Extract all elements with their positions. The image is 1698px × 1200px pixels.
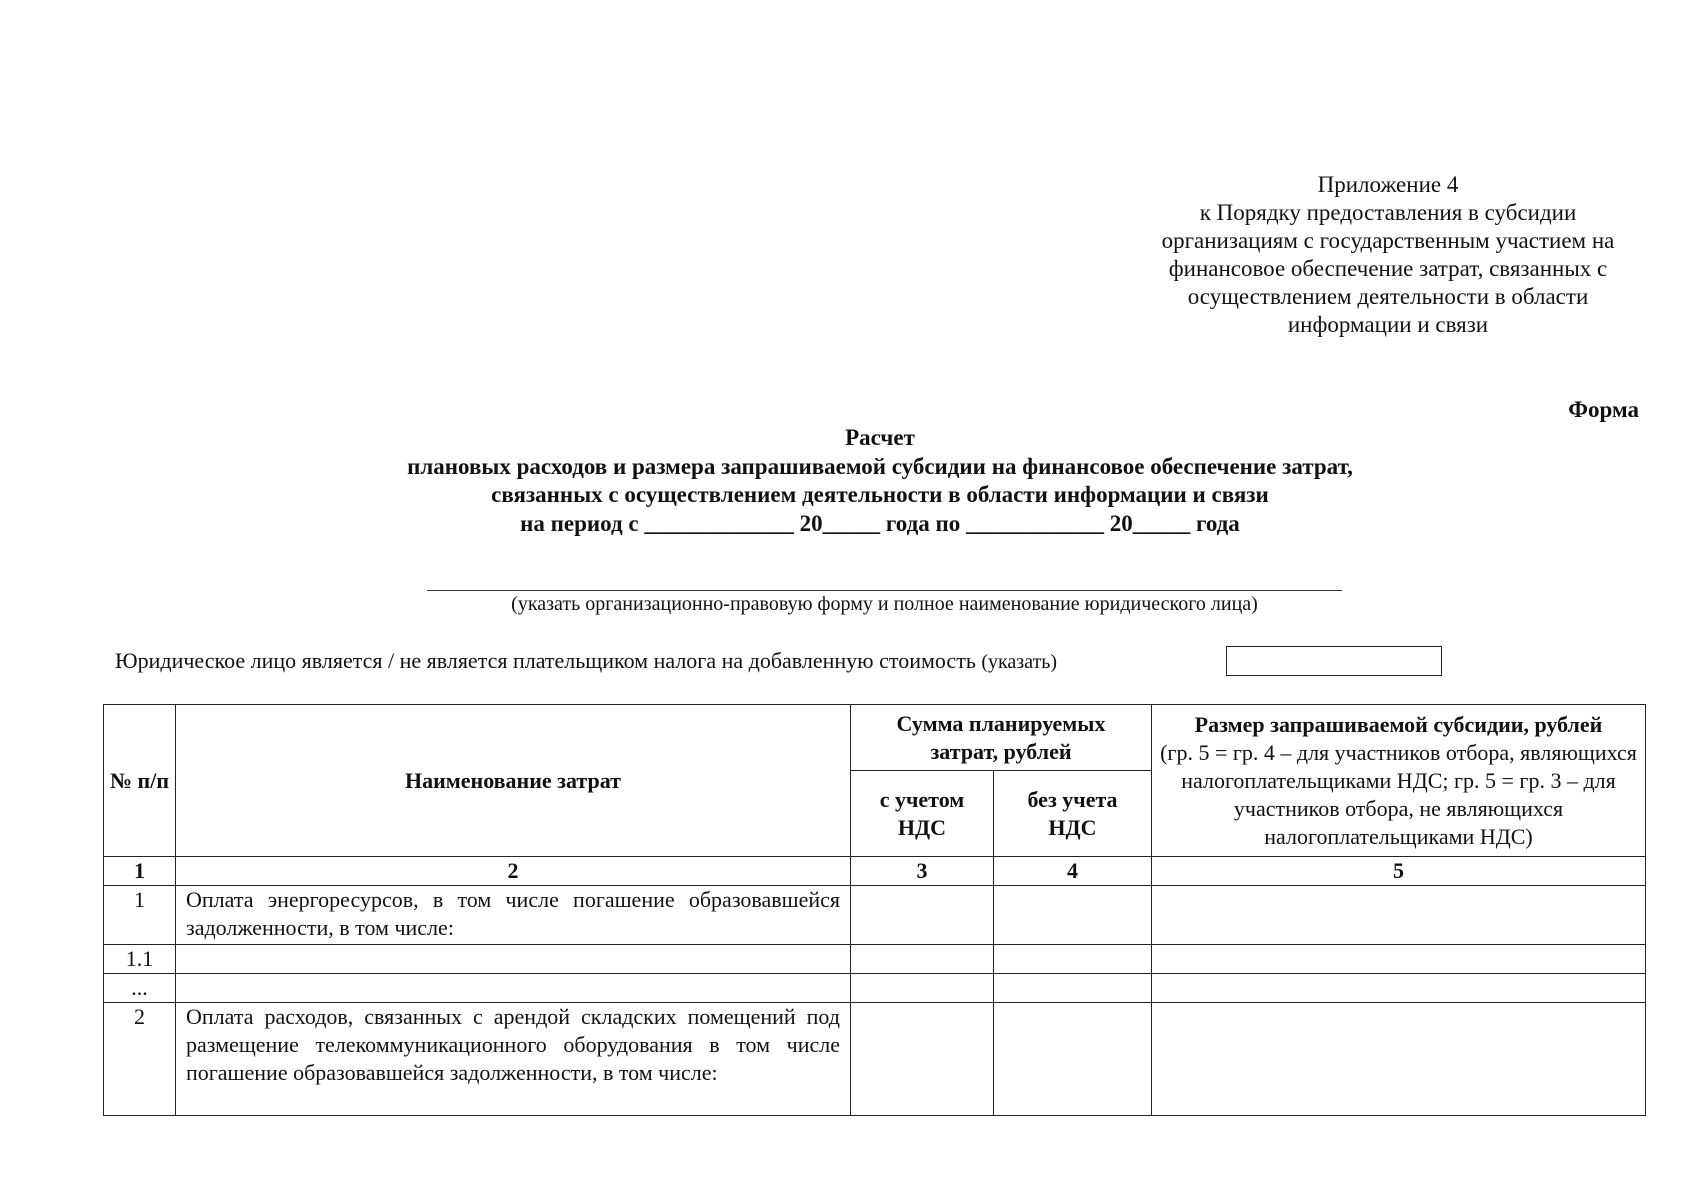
col-number: 4 bbox=[994, 857, 1152, 886]
table-row bbox=[104, 886, 1646, 945]
header-sum: Сумма планируемых затрат, рублей bbox=[851, 705, 1152, 771]
title-period-line[interactable]: на период с _____________ 20_____ года по ____________ 20_____ года bbox=[520, 510, 1240, 536]
title-line: связанных с осуществлением деятельности в области информации и связи bbox=[491, 482, 1269, 507]
document-title bbox=[0, 424, 1698, 538]
col-number: 1 bbox=[104, 857, 176, 886]
header-without-vat: без учета НДС bbox=[994, 771, 1152, 857]
org-name-fill-line[interactable] bbox=[427, 590, 1342, 591]
row-num: ... bbox=[104, 974, 176, 1003]
row-with-vat-cell[interactable] bbox=[851, 945, 994, 974]
header-subsidy bbox=[1152, 705, 1646, 857]
row-name: Оплата расходов, связанных с арендой складских помещений под размещение телекоммуникационного оборудования в том числе погашение образовавшейся задолженности, в том числе: bbox=[176, 1003, 851, 1116]
table-row bbox=[104, 1003, 1646, 1116]
appendix-header bbox=[1128, 171, 1648, 339]
row-num: 2 bbox=[104, 1003, 176, 1116]
row-name: Оплата энергоресурсов, в том числе погашение образовавшейся задолженности, в том числе: bbox=[176, 886, 851, 945]
form-label: Форма bbox=[1568, 397, 1639, 422]
row-without-vat-cell[interactable] bbox=[994, 945, 1152, 974]
vat-status-field[interactable] bbox=[1226, 646, 1442, 676]
header-with-vat: с учетом НДС bbox=[851, 771, 994, 857]
table-row bbox=[104, 974, 1646, 1003]
org-name-caption: (указать организационно-правовую форму и полное наименование юридического лица) bbox=[511, 593, 1258, 615]
row-name-cell[interactable] bbox=[176, 974, 851, 1003]
appendix-line: осуществлением деятельности в области bbox=[1187, 284, 1589, 309]
vat-statement bbox=[115, 648, 1057, 674]
appendix-line: информации и связи bbox=[1287, 312, 1489, 337]
appendix-line: организациям с государственным участием на bbox=[1161, 228, 1615, 253]
header-num: № п/п bbox=[104, 705, 176, 857]
vat-statement-text: Юридическое лицо является / не является плательщиком налога на добавленную стоимость bbox=[115, 648, 976, 673]
row-without-vat-cell[interactable] bbox=[994, 1003, 1152, 1116]
appendix-line: к Порядку предоставления в субсидии bbox=[1199, 200, 1577, 225]
row-without-vat-cell[interactable] bbox=[994, 886, 1152, 945]
row-num: 1.1 bbox=[104, 945, 176, 974]
row-name-cell[interactable] bbox=[176, 945, 851, 974]
row-subsidy-cell[interactable] bbox=[1152, 886, 1646, 945]
appendix-line: Приложение 4 bbox=[1317, 172, 1459, 197]
row-num: 1 bbox=[104, 886, 176, 945]
title-line: плановых расходов и размера запрашиваемой субсидии на финансовое обеспечение затрат, bbox=[407, 453, 1353, 479]
header-subsidy-note: (гр. 5 = гр. 4 – для участников отбора, являющихся налогоплательщиками НДС; гр. 5 = гр. 3 – для участников отбора, не являющихся налогоплательщиками НДС) bbox=[1160, 739, 1637, 849]
row-without-vat-cell[interactable] bbox=[994, 974, 1152, 1003]
cost-table bbox=[103, 704, 1646, 1116]
header-name: Наименование затрат bbox=[176, 705, 851, 857]
row-with-vat-cell[interactable] bbox=[851, 974, 994, 1003]
row-subsidy-cell[interactable] bbox=[1152, 974, 1646, 1003]
vat-statement-hint: (указать) bbox=[981, 651, 1058, 673]
col-number: 5 bbox=[1152, 857, 1646, 886]
col-number: 3 bbox=[851, 857, 994, 886]
row-subsidy-cell[interactable] bbox=[1152, 945, 1646, 974]
title-line: Расчет bbox=[845, 425, 915, 450]
col-number: 2 bbox=[176, 857, 851, 886]
header-subsidy-title: Размер запрашиваемой субсидии, рублей bbox=[1194, 711, 1603, 737]
row-with-vat-cell[interactable] bbox=[851, 886, 994, 945]
row-subsidy-cell[interactable] bbox=[1152, 1003, 1646, 1116]
appendix-line: финансовое обеспечение затрат, связанных с bbox=[1168, 256, 1608, 281]
table-row bbox=[104, 945, 1646, 974]
row-with-vat-cell[interactable] bbox=[851, 1003, 994, 1116]
